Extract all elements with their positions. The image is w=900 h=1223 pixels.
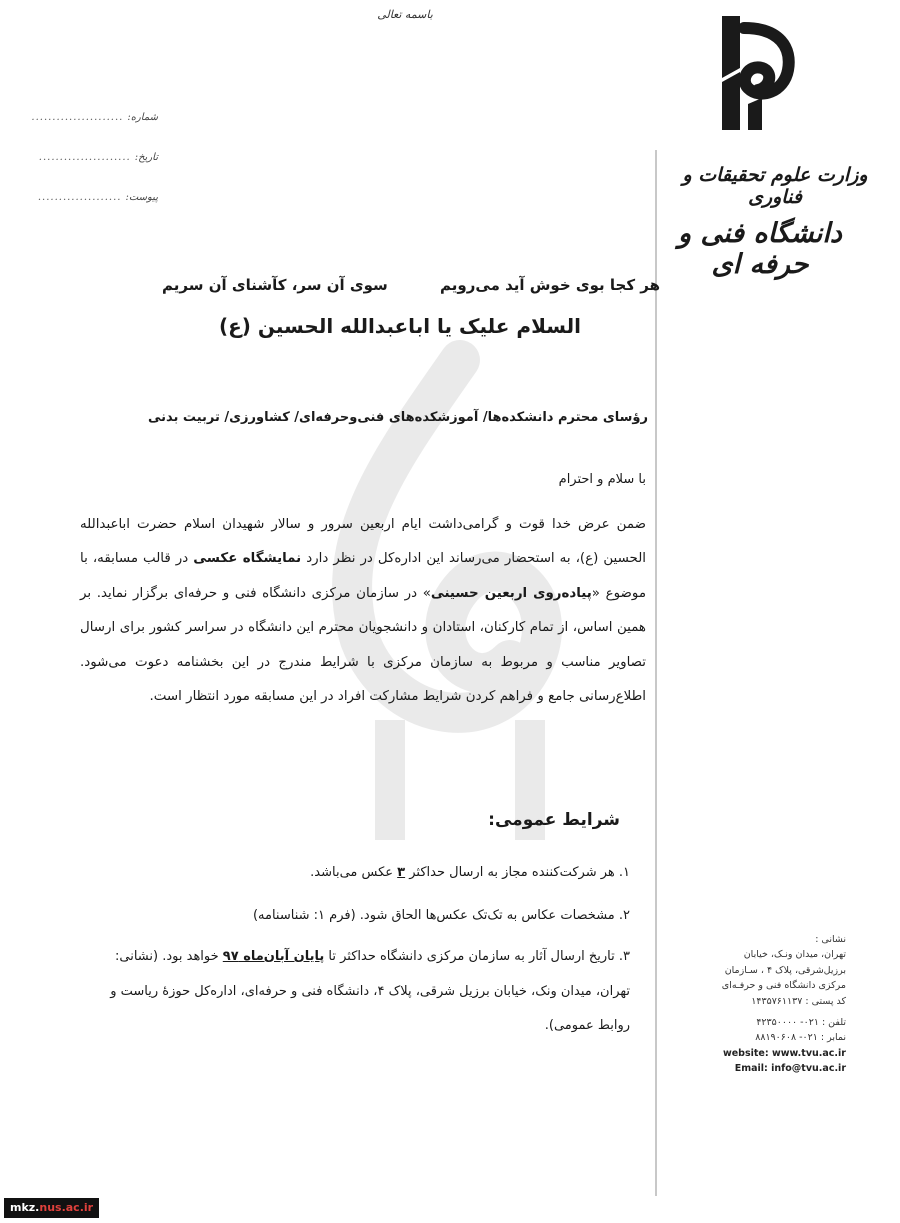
ministry-name: وزارت علوم تحقیقات و فناوری [682,164,868,208]
condition-item-3 [80,940,630,1044]
letter-attachment-field [37,192,158,203]
conditions-heading: شرایط عمومی: [488,810,620,830]
postal-label: کد پستی : [805,995,846,1007]
footer-site-prefix: mkz. [10,1201,40,1214]
poem-verse-first-half: هر کجا بوی خوش آید می‌رویم [440,276,660,294]
footer-site-domain: nus.ac.ir [39,1201,94,1214]
fax-value: ۰۲۱- ۸۸۱۹۰۶۰۸ [755,1032,818,1044]
letter-recipients: رؤسای محترم دانشکده‌ها/ آموزشکده‌های فنی‌وحرفه‌ای/ کشاورزی/ تربیت بدنی [147,410,648,425]
university-name: دانشگاه فنی و حرفه ای [678,218,842,280]
condition-1-text-a: ۱. هر شرکت‌کننده مجاز به ارسال حداکثر [405,865,630,880]
letter-date-label: تاریخ: [134,152,158,163]
contact-website: website: www.tvu.ac.ir [722,1047,846,1059]
letter-attachment-label: پیوست: [125,192,158,203]
salam-heading: السلام علیک یا اباعبدالله الحسین (ع) [218,314,581,338]
phone-value: ۰۲۱- ۴۲۳۵۰۰۰۰ [756,1017,819,1029]
letter-number-field [31,112,158,123]
contact-phone [706,1015,846,1030]
body-text-3: » در سازمان مرکزی دانشگاه فنی و حرفه‌ای برگزار نماید. بر همین اساس، از تمام کارکنان، استادان و دانشجویان محترم این دانشگاه در سراسر کشور برای ارسال تصاویر مناسب و مربوط به سازمان مرکزی با شرایط مندرج در این بخشنامه دعوت می‌شود. اطلاع‌رسانی جامع و فراهم کردن شرایط مشارکت افراد در این مسابقه مورد انتظار است. [80,585,646,705]
condition-item-1 [80,856,630,891]
letter-body [80,508,646,714]
condition-3-text-a: ۳. تاریخ ارسال آثار به سازمان مرکزی دانشگاه حداکثر تا [324,949,630,964]
letter-greeting: با سلام و احترام [558,472,646,487]
body-text-1: ضمن عرض خدا قوت و گرامی‌داشت ایام اربعین سرور و سالار شهیدان اسلام حضرت اباعبدالله الحسین (ع)، به استحضار می‌رساند این اداره‌کل در نظر دارد [80,517,646,567]
letter-attachment-value: .................... [37,192,122,203]
letter-number-label: شماره: [127,112,158,123]
condition-item-2: ۲. مشخصات عکاس به تک‌تک عکس‌ها الحاق شود. (فرم ۱: شناسنامه) [252,908,630,923]
condition-1-number: ۳ [397,865,406,880]
contact-block [706,932,846,1077]
poem-verse [100,276,660,294]
university-logo-icon [700,8,810,138]
letter-number-value: ...................... [31,112,124,123]
bismillah-heading: باسمه تعالی [377,8,433,21]
contact-email: Email: info@tvu.ac.ir [734,1063,846,1075]
contact-address-line-3: مرکزی دانشگاه فنی و حرفـه‌ای [721,980,846,992]
contact-postal [706,994,846,1009]
contact-title: نشانی : [815,934,846,945]
body-bold-topic: پیاده‌روی اربعین حسینی [430,585,592,601]
poem-verse-second-half: سوی آن سر، کآشنای آن سریم [162,276,388,294]
contact-address-line-2: برزیل‌شرقی، پلاک ۴ ، سـازمان [724,964,846,976]
contact-address-line-1: تهران، میدان ونـک، خیابان [743,949,846,961]
condition-3-deadline: پایان آبان‌ماه ۹۷ [222,949,325,964]
contact-fax [706,1030,846,1045]
page-footer [0,1196,900,1223]
postal-value: ۱۴۳۵۷۶۱۱۳۷ [751,995,803,1007]
margin-divider [655,150,657,1200]
condition-3-text-b: خواهد بود. (نشانی: تهران، میدان ونک، خیابان برزیل شرقی، پلاک ۴، دانشگاه فنی و حرفه‌ای، اداره‌کل حوزهٔ ریاست و روابط عمومی). [110,949,630,1034]
body-text-2: در قالب مسابقه، با موضوع « [80,551,646,601]
phone-label: تلفن : [821,1017,846,1029]
letter-date-value: ...................... [38,152,131,163]
fax-label: نمابر : [820,1032,846,1044]
condition-1-text-b: عکس می‌باشد. [310,865,398,880]
body-bold-exhibition: نمایشگاه عکسی [193,551,302,567]
letter-date-field [38,152,158,163]
footer-site-badge[interactable] [4,1198,99,1218]
